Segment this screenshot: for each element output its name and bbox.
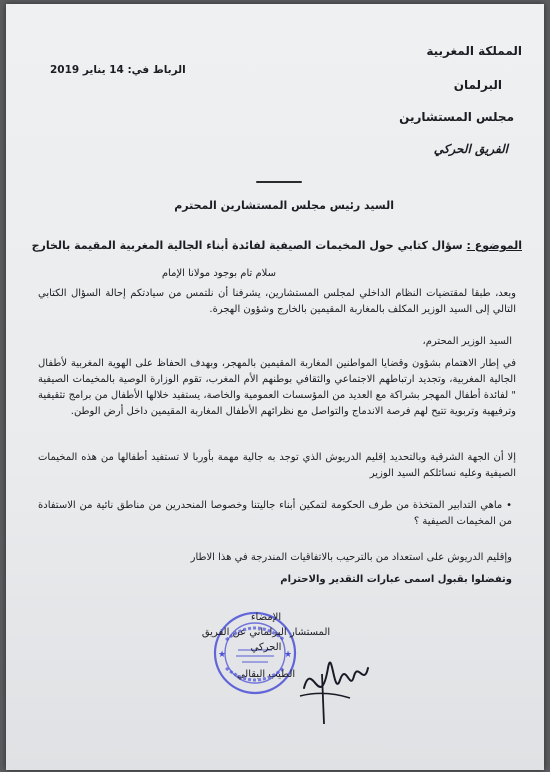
subject-line <box>32 239 522 252</box>
header-parliament: البرلمان <box>453 78 502 92</box>
header-council: مجلس المستشارين <box>399 110 514 124</box>
subject-label: الموضوع : <box>466 239 522 252</box>
header-group: الفريق الحركي <box>433 142 508 156</box>
greeting: سلام تام بوجود مولانا الإمام <box>161 268 276 279</box>
closing-line: وتفضلوا بقبول اسمى عبارات التقدير والاحترام <box>280 574 512 585</box>
signature-title: المستشار البرلماني عن الفريق الحركي <box>201 627 331 653</box>
paragraph-3: وإقليم الدريوش على استعداد من بالترحيب بالاتفاقيات المندرجة في هذا الاطار <box>190 552 512 563</box>
letter-date: الرباط في: 14 يناير 2019 <box>50 64 186 76</box>
paragraph-2: إلا أن الجهة الشرقية وبالتحديد إقليم الدريوش الذي توجد به جالية مهمة بأوربا لا تستفيد أطفالها من هذه المخيمات الصيفية وعليه نسائلكم السيد الوزير <box>38 452 516 479</box>
bullet-icon: • <box>502 500 512 511</box>
salutation-mark <box>256 181 302 183</box>
signature-label: الإمضاء <box>250 612 282 623</box>
subject-text: سؤال كتابي حول المخيمات الصيفية لفائدة أبناء الجالية المغربية المقيمة بالخارج <box>31 239 463 252</box>
paragraph-1: في إطار الاهتمام بشؤون وقضايا المواطنين المغاربة المقيمين بالمهجر، وبهدف الحفاظ على الهوية المغربية لأطفال الجالية المغربية، وتجديد ارتباطهم الاجتماعي والثقافي بوطنهم الأم المغرب، تقوم الوزارة الوصية بالمخيمات الصيفية " لفائدة أطفال المهجر بشراكة مع العديد من المؤسسات العمومية والخاصة، يستفيد خلالها الأطفال من برامج تثقيفية وترفيهية وتربوية تتيح لهم فرصة الاندماج والتواصل مع نظرائهم الأطفال المغاربة المقيمين داخل أرض الوطن. <box>38 358 516 417</box>
svg-text:★: ★ <box>284 650 293 660</box>
document-page <box>6 4 544 770</box>
intro-paragraph: وبعد، طبقا لمقتضيات النظام الداخلي لمجلس المستشارين، يشرفنا أن نلتمس من سيادتكم إحالة السؤال الكتابي التالي إلى السيد الوزير المكلف بالمغاربة المقيمين بالخارج وشؤون الهجرة. <box>38 288 516 315</box>
minister-salutation: السيد الوزير المحترم، <box>422 336 512 347</box>
question-text: ماهي التدابير المتخذة من طرف الحكومة لتمكين أبناء جاليتنا وخصوصا المنحدرين من مناطق نائية من الاستفادة من المخيمات الصيفية ؟ <box>38 500 512 527</box>
question-item <box>38 498 512 530</box>
signature-name: الطيب البقالي <box>236 669 296 680</box>
handwritten-signature-icon <box>294 628 374 728</box>
svg-text:★: ★ <box>218 650 227 660</box>
header-kingdom: المملكة المغربية <box>426 44 522 58</box>
addressee: السيد رئيس مجلس المستشارين المحترم <box>174 199 394 212</box>
